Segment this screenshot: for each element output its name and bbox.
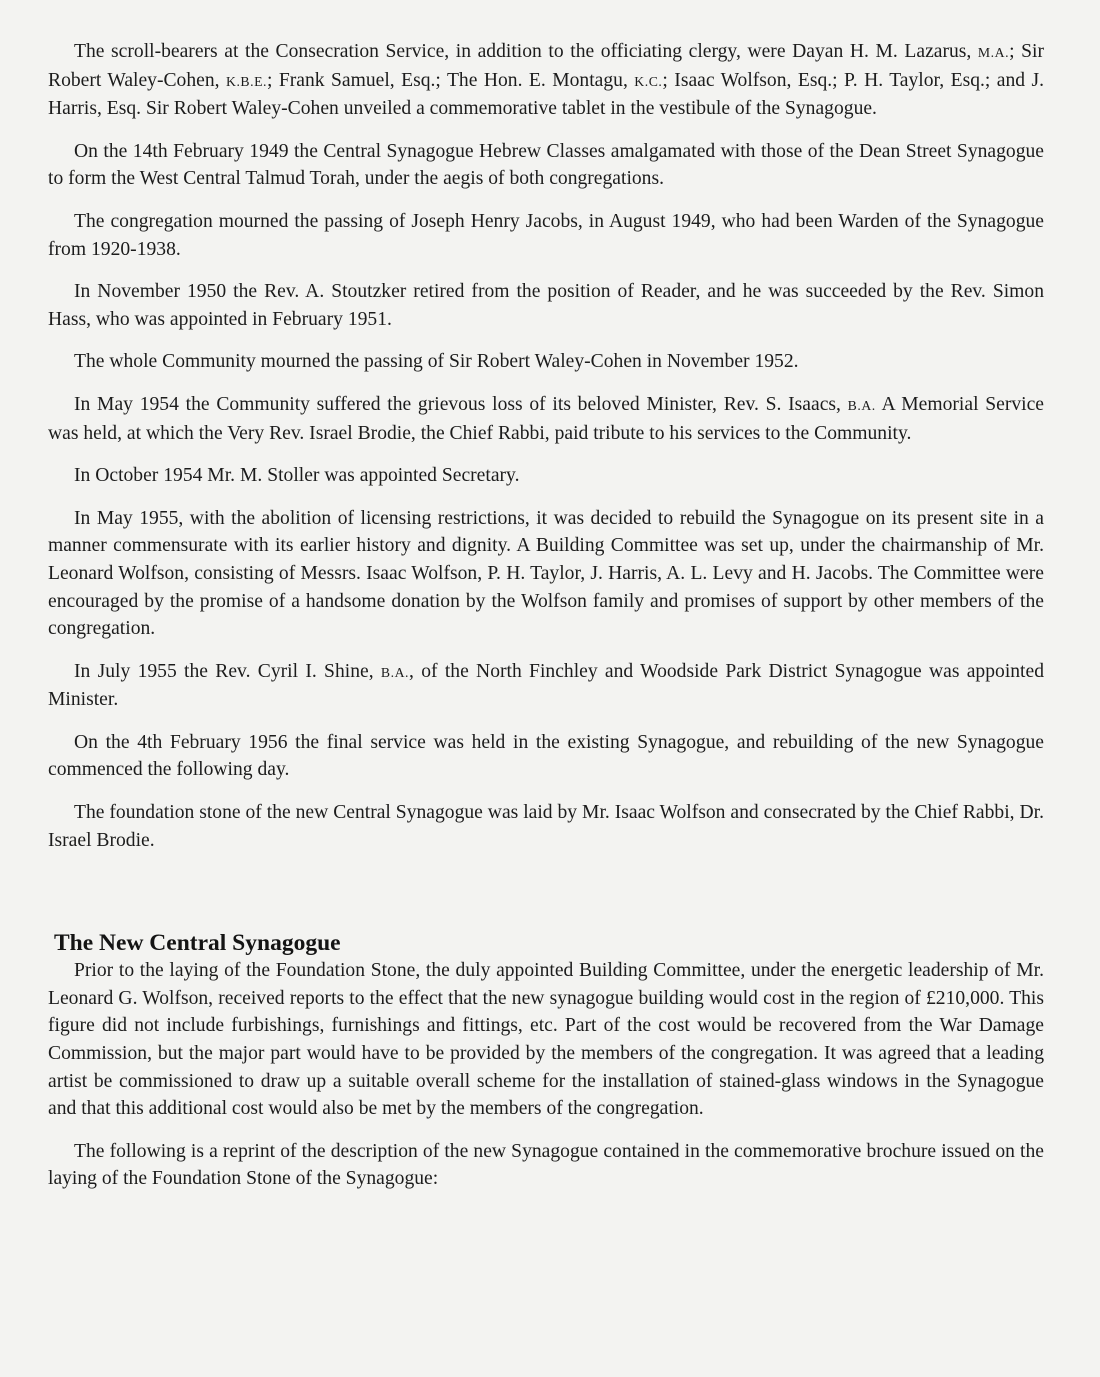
section-heading: The New Central Synagogue	[54, 930, 341, 957]
paragraph-building-committee: Prior to the laying of the Foundation Stone, the duly appointed Building Committee, under the energetic leadership of Mr. Leonard G. Wolfson, received reports to the effect that the new synagogue building would cost in the region of £210,000. This figure did not include furbishings, furnishings and fittings, etc. Part of the cost would be recovered from the War Damage Commission, but the major part would have to be provided by the members of the congregation. It was agreed that a leading artist be commissioned to draw up a suitable overall scheme for the installation of stained-glass windows in the Synagogue and that this additional cost would also be met by the members of the congregation.	[48, 960, 1044, 1120]
paragraph-shine: In July 1955 the Rev. Cyril I. Shine, B.A., of the North Finchley and Woodside Park District Synagogue was appointed Minister.	[48, 660, 1044, 711]
paragraph-joseph-jacobs: The congregation mourned the passing of Joseph Henry Jacobs, in August 1949, who had been Warden of the Synagogue from 1920-1938.	[48, 210, 1044, 260]
paragraph-stoller: In October 1954 Mr. M. Stoller was appointed Secretary.	[74, 465, 520, 487]
paragraph-final-service: On the 4th February 1956 the final service was held in the existing Synagogue, and rebuilding of the new Synagogue commenced the following day.	[48, 731, 1044, 781]
paragraph-scroll-bearers: The scroll-bearers at the Consecration Service, in addition to the officiating clergy, were Dayan H. M. Lazarus, M.A.; Sir Robert Waley-Cohen, K.B.E.; Frank Samuel, Esq.; The Hon. E. Montagu, K.C.; Isaac Wolfson, Esq.; P. H. Taylor, Esq.; and J. Harris, Esq. Sir Robert Waley-Cohen unveiled a commemorative tablet in the vestibule of the Synagogue.	[48, 41, 1045, 120]
history-text	[48, 38, 1044, 1193]
paragraph-hebrew-classes: On the 14th February 1949 the Central Synagogue Hebrew Classes amalgamated with those of the Dean Street Synagogue to form the West Central Talmud Torah, under the aegis of both congregations.	[48, 140, 1044, 190]
paragraph-reprint-intro: The following is a reprint of the description of the new Synagogue contained in the commemorative brochure issued on the laying of the Foundation Stone of the Synagogue:	[48, 1140, 1044, 1190]
paragraph-foundation-stone: The foundation stone of the new Central Synagogue was laid by Mr. Isaac Wolfson and consecrated by the Chief Rabbi, Dr. Israel Brodie.	[48, 802, 1044, 851]
paragraph-rebuild: In May 1955, with the abolition of licensing restrictions, it was decided to rebuild the Synagogue on its present site in a manner commensurate with its earlier history and dignity. A Building Committee was set up, under the chairmanship of Mr. Leonard Wolfson, consisting of Messrs. Isaac Wolfson, P. H. Taylor, J. Harris, A. L. Levy and H. Jacobs. The Committee were encouraged by the promise of a handsome donation by the Wolfson family and promises of support by other members of the congregation.	[48, 507, 1044, 640]
paragraph-stoutzker: In November 1950 the Rev. A. Stoutzker retired from the position of Reader, and he was succeeded by the Rev. Simon Hass, who was appointed in February 1951.	[48, 281, 1044, 330]
paragraph-waley-cohen: The whole Community mourned the passing of Sir Robert Waley-Cohen in November 1952.	[74, 351, 799, 373]
paragraph-isaacs: In May 1954 the Community suffered the grievous loss of its beloved Minister, Rev. S. Isaacs, B.A. A Memorial Service was held, at which the Very Rev. Israel Brodie, the Chief Rabbi, paid tribute to his services to the Community.	[48, 393, 1045, 444]
